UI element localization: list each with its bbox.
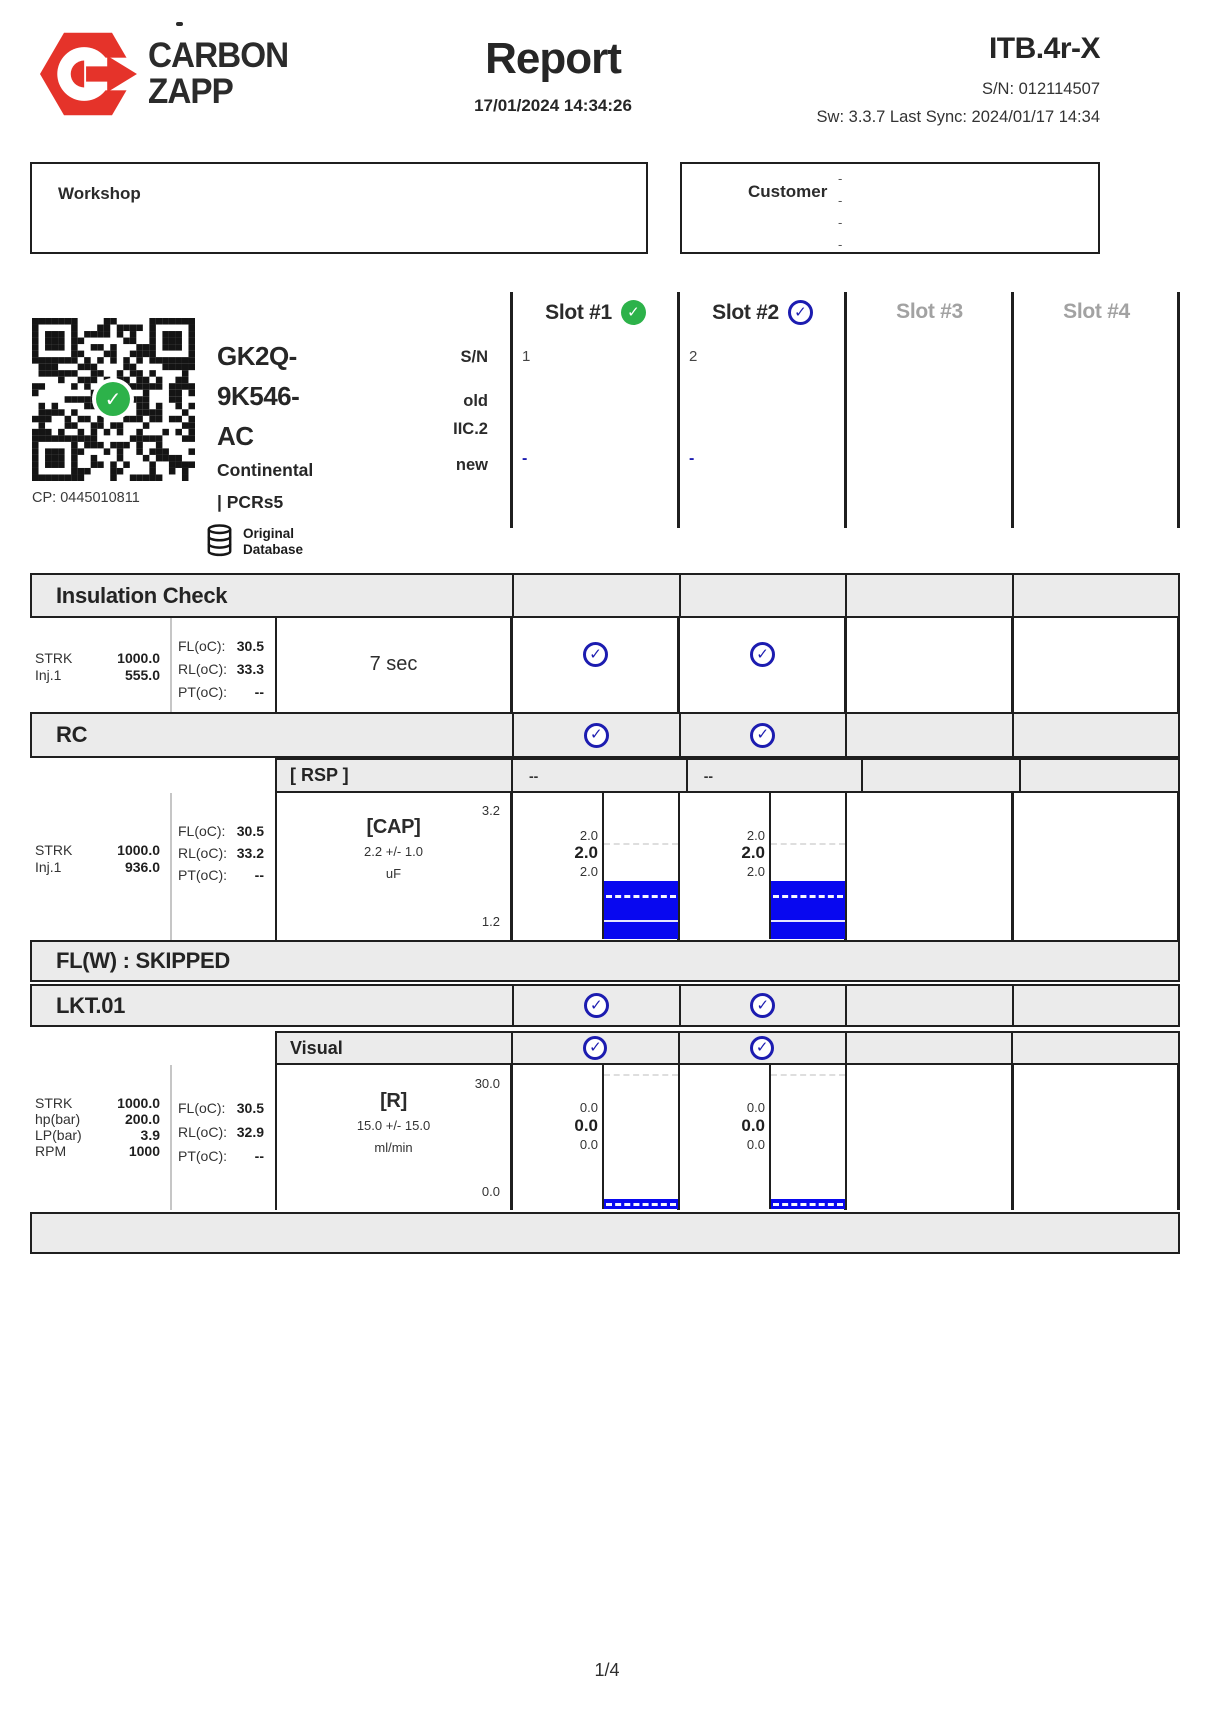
visual-slot3-cell bbox=[845, 1033, 1012, 1063]
cap-slot2-max: 2.0 bbox=[746, 828, 765, 843]
cap-slot2-gauge bbox=[769, 793, 845, 939]
logo-text-line1: CARBON bbox=[148, 36, 289, 75]
rc-slot2-check-icon bbox=[750, 723, 775, 748]
label-sn: S/N bbox=[460, 348, 488, 366]
rc-bar-slot1 bbox=[512, 714, 679, 756]
r-slot1-avg: 0.0 bbox=[574, 1116, 598, 1135]
marker-line bbox=[771, 920, 845, 922]
slot4-title: Slot #4 bbox=[1063, 300, 1130, 323]
r-slot2-min: 0.0 bbox=[746, 1137, 765, 1152]
cap-slot1-avg: 2.0 bbox=[574, 843, 598, 862]
rsp-slot3-cell bbox=[861, 760, 1020, 791]
section-lkt-bar bbox=[30, 984, 1180, 1027]
temp-value: 30.5 bbox=[236, 823, 264, 839]
temp-value: 30.5 bbox=[236, 638, 264, 654]
param-value: 1000 bbox=[128, 1143, 160, 1159]
param-value: 936.0 bbox=[124, 859, 160, 875]
param-value: 1000.0 bbox=[117, 1095, 160, 1111]
param-value: 200.0 bbox=[124, 1111, 160, 1127]
label-old: old bbox=[463, 392, 488, 410]
divider bbox=[510, 292, 513, 528]
divider bbox=[170, 1065, 172, 1210]
temp-value: 33.3 bbox=[236, 661, 264, 677]
section-flw-bar bbox=[30, 940, 1180, 982]
rsp-slot2-value: -- bbox=[703, 767, 714, 784]
qr-cp-number: CP: 0445010811 bbox=[32, 490, 140, 506]
divider bbox=[1177, 292, 1180, 528]
database-icon bbox=[206, 524, 233, 562]
divider bbox=[1177, 1065, 1180, 1210]
cap-slot1-gauge bbox=[602, 793, 678, 939]
param-label: STRK bbox=[35, 650, 73, 666]
cap-slot2-bar bbox=[771, 881, 845, 939]
part-family: | PCRs5 bbox=[217, 492, 284, 512]
customer-box bbox=[680, 162, 1100, 254]
divider bbox=[1177, 793, 1180, 940]
cap-slot1-bar bbox=[604, 881, 678, 939]
slot2-new-value: - bbox=[689, 450, 695, 467]
divider bbox=[844, 618, 847, 712]
visual-slot2-check-icon bbox=[750, 1036, 774, 1060]
tolerance-line bbox=[604, 843, 678, 845]
workshop-box bbox=[30, 162, 648, 254]
label-iic: IIC.2 bbox=[453, 420, 488, 438]
cap-scale-max: 3.2 bbox=[481, 803, 500, 818]
visual-row bbox=[275, 1031, 1180, 1065]
tolerance-line bbox=[771, 1074, 845, 1076]
rsp-slot4-cell bbox=[1019, 760, 1178, 791]
param-value: 1000.0 bbox=[117, 842, 160, 858]
insulation-bar-slot4 bbox=[1012, 575, 1179, 616]
carbonzapp-logo-icon bbox=[38, 26, 138, 122]
temp-label: PT(oC): bbox=[178, 684, 227, 700]
logo-trademark-dot bbox=[176, 22, 183, 26]
temp-label: FL(oC): bbox=[178, 823, 226, 839]
rsp-slot1-value: -- bbox=[529, 767, 539, 784]
cap-slot2-avg: 2.0 bbox=[741, 843, 765, 862]
param-label: LP(bar) bbox=[35, 1127, 82, 1143]
lkt-slot2-check-icon bbox=[750, 993, 775, 1018]
temp-value: -- bbox=[254, 867, 264, 883]
divider bbox=[275, 1065, 277, 1210]
r-slot1-min: 0.0 bbox=[579, 1137, 598, 1152]
lkt-slot1-check-icon bbox=[584, 993, 609, 1018]
temp-label: PT(oC): bbox=[178, 867, 227, 883]
cap-scale-min: 1.2 bbox=[481, 914, 500, 929]
section-rc-bar bbox=[30, 712, 1180, 758]
temp-label: RL(oC): bbox=[178, 661, 228, 677]
r-scale-max: 30.0 bbox=[474, 1076, 500, 1091]
temp-value: -- bbox=[254, 1148, 264, 1164]
cap-slot1-max: 2.0 bbox=[579, 828, 598, 843]
slot2-title: Slot #2 bbox=[712, 300, 779, 324]
slot1-pass-check-icon bbox=[621, 300, 646, 325]
report-title: Report bbox=[485, 34, 621, 83]
cap-tolerance: 2.2 +/- 1.0 bbox=[364, 844, 423, 859]
cap-slot1-min: 2.0 bbox=[579, 864, 598, 879]
temp-label: FL(oC): bbox=[178, 638, 226, 654]
param-value: 1000.0 bbox=[117, 650, 160, 666]
rsp-row bbox=[275, 758, 1180, 793]
rc-title: RC bbox=[56, 722, 88, 747]
rsp-label: [ RSP ] bbox=[290, 765, 349, 785]
insulation-slot1-check-icon bbox=[583, 642, 608, 667]
device-sync: Sw: 3.3.7 Last Sync: 2024/01/17 14:34 bbox=[816, 108, 1100, 126]
visual-slot2-cell bbox=[678, 1033, 845, 1063]
lkt-bar-slot2 bbox=[679, 986, 846, 1025]
lkt-bar-slot3 bbox=[845, 986, 1012, 1025]
insulation-bar-slot3 bbox=[845, 575, 1012, 616]
insulation-result: 7 sec bbox=[369, 653, 418, 675]
temp-label: RL(oC): bbox=[178, 845, 228, 861]
customer-label: Customer bbox=[748, 182, 828, 201]
r-slot2-gauge bbox=[769, 1065, 845, 1209]
rc-bar-slot2 bbox=[679, 714, 846, 756]
customer-placeholder: - - - - bbox=[838, 171, 843, 252]
cap-gauge-name: [CAP] bbox=[366, 816, 421, 838]
database-source-label: Original Database bbox=[243, 526, 304, 557]
temp-label: FL(oC): bbox=[178, 1100, 226, 1116]
marker-line bbox=[773, 1203, 843, 1206]
flw-title: FL(W) : SKIPPED bbox=[56, 948, 230, 973]
visual-slot1-check-icon bbox=[583, 1036, 607, 1060]
marker-line bbox=[606, 895, 676, 898]
section-footer-bar bbox=[30, 1212, 1180, 1254]
report-datetime: 17/01/2024 14:34:26 bbox=[474, 96, 632, 115]
param-label: STRK bbox=[35, 1095, 73, 1111]
page-number: 1/4 bbox=[594, 1660, 620, 1680]
label-new: new bbox=[455, 456, 488, 474]
qr-verified-check-icon: ✓ bbox=[96, 382, 130, 416]
r-slot1-gauge bbox=[602, 1065, 678, 1209]
temp-value: 33.2 bbox=[236, 845, 264, 861]
rc-bar-slot3 bbox=[845, 714, 1012, 756]
workshop-label: Workshop bbox=[58, 184, 141, 203]
r-slot2-max: 0.0 bbox=[746, 1100, 765, 1115]
divider bbox=[1177, 618, 1180, 712]
insulation-bar-slot1 bbox=[512, 575, 679, 616]
cap-unit: uF bbox=[385, 866, 402, 881]
rc-bar-slot4 bbox=[1012, 714, 1179, 756]
param-label: hp(bar) bbox=[35, 1111, 81, 1127]
r-slot1-max: 0.0 bbox=[579, 1100, 598, 1115]
marker-line bbox=[773, 895, 843, 898]
divider bbox=[677, 618, 680, 712]
r-slot1-bar bbox=[604, 1199, 678, 1209]
temp-label: RL(oC): bbox=[178, 1124, 228, 1140]
slot1-sn-value: 1 bbox=[522, 348, 531, 365]
r-slot2-avg: 0.0 bbox=[741, 1116, 765, 1135]
tolerance-line bbox=[604, 1074, 678, 1076]
temp-value: 32.9 bbox=[236, 1124, 264, 1140]
r-slot2-bar bbox=[771, 1199, 845, 1209]
slot2-sn-value: 2 bbox=[689, 348, 698, 365]
slot2-pass-check-icon bbox=[788, 300, 813, 325]
divider bbox=[1011, 618, 1014, 712]
visual-slot4-cell bbox=[1011, 1033, 1178, 1063]
section-insulation-bar bbox=[30, 573, 1180, 618]
device-serial: S/N: 012114507 bbox=[981, 80, 1100, 98]
slot3-title: Slot #3 bbox=[896, 300, 963, 323]
param-label: RPM bbox=[35, 1143, 67, 1159]
slot2-header bbox=[679, 300, 846, 325]
divider bbox=[677, 292, 680, 528]
r-tolerance: 15.0 +/- 15.0 bbox=[356, 1118, 431, 1133]
divider bbox=[1011, 1065, 1014, 1210]
divider bbox=[170, 618, 172, 712]
param-value: 3.9 bbox=[140, 1127, 160, 1143]
r-scale-min: 0.0 bbox=[481, 1184, 500, 1199]
part-number: GK2Q- 9K546- AC bbox=[217, 341, 300, 451]
divider bbox=[844, 292, 847, 528]
visual-label: Visual bbox=[290, 1037, 343, 1058]
slot1-title: Slot #1 bbox=[545, 300, 612, 324]
lkt-bar-slot4 bbox=[1012, 986, 1179, 1025]
device-model: ITB.4r-X bbox=[988, 32, 1100, 65]
slot1-header bbox=[512, 300, 679, 325]
insulation-title: Insulation Check bbox=[56, 582, 228, 608]
slot1-new-value: - bbox=[522, 450, 528, 467]
param-label: STRK bbox=[35, 842, 73, 858]
rc-slot1-check-icon bbox=[584, 723, 609, 748]
logo-text-line2: ZAPP bbox=[148, 72, 233, 111]
divider bbox=[170, 793, 172, 940]
temp-value: 30.5 bbox=[236, 1100, 264, 1116]
param-label: Inj.1 bbox=[35, 859, 62, 875]
lkt-title: LKT.01 bbox=[56, 992, 126, 1018]
temp-label: PT(oC): bbox=[178, 1148, 227, 1164]
param-label: Inj.1 bbox=[35, 667, 62, 683]
insulation-slot2-check-icon bbox=[750, 642, 775, 667]
temp-value: -- bbox=[254, 684, 264, 700]
marker-line bbox=[604, 920, 678, 922]
tolerance-line bbox=[771, 843, 845, 845]
divider bbox=[1011, 793, 1014, 940]
r-unit: ml/min bbox=[374, 1140, 413, 1155]
marker-line bbox=[606, 1203, 676, 1206]
param-value: 555.0 bbox=[124, 667, 160, 683]
divider bbox=[1011, 292, 1014, 528]
cap-slot2-min: 2.0 bbox=[746, 864, 765, 879]
r-gauge-name: [R] bbox=[380, 1090, 407, 1112]
part-brand: Continental bbox=[217, 460, 314, 480]
insulation-bar-slot2 bbox=[679, 575, 846, 616]
lkt-bar-slot1 bbox=[512, 986, 679, 1025]
visual-slot1-cell bbox=[511, 1033, 678, 1063]
